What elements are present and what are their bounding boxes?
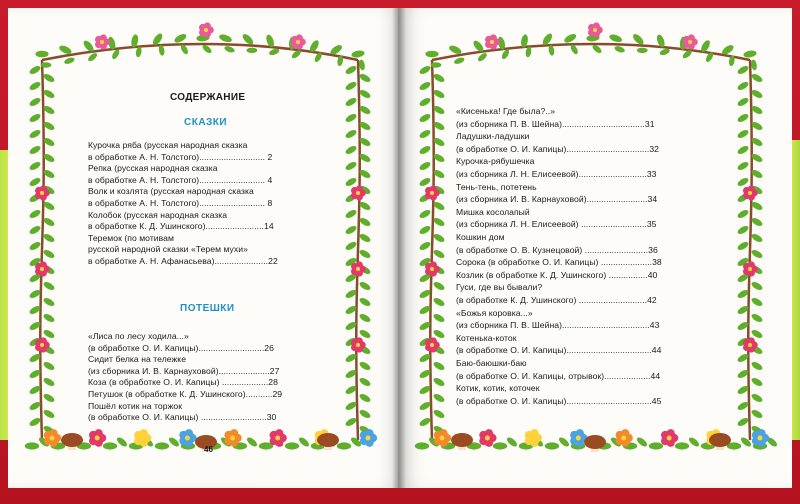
toc-line: русской народной сказки «Терем мухи» (88, 244, 248, 255)
flower-center (667, 436, 672, 441)
leaf (736, 416, 749, 427)
vine-stem (748, 60, 751, 440)
leaf (245, 436, 258, 448)
leaf (103, 442, 117, 449)
leaf (432, 408, 445, 419)
flower-center (356, 191, 360, 195)
toc-line: Сидит белка на тележке (88, 354, 187, 365)
toc-line: (из сборника П. В. Шейна)..................................31 (456, 118, 655, 129)
flower-center (204, 28, 208, 32)
leaf (173, 32, 188, 44)
leaf (432, 312, 445, 323)
mushroom-cap (584, 435, 606, 449)
leaf (418, 80, 431, 91)
leaf (637, 48, 648, 53)
leaf (344, 96, 357, 107)
toc-line: (в обработке О. В. Кузнецовой) ..........................36 (456, 244, 658, 255)
leaf (351, 50, 365, 59)
section-heading-tales: СКАЗКИ (184, 117, 228, 128)
toc-line: Петушок (в обработке К. Д. Ушинского)...........29 (88, 389, 283, 399)
flower-center (296, 40, 300, 44)
toc-line: (из сборника Л. Н. Елисеевой)............................33 (456, 169, 657, 179)
leaf (358, 232, 371, 243)
leaf (358, 280, 371, 291)
leaf (432, 360, 445, 371)
flower-center (95, 436, 100, 441)
toc-line: Пошёл котик на торжок (88, 400, 183, 411)
leaf (224, 45, 236, 54)
leaf (493, 442, 507, 449)
toc-line: Котенька-коток (456, 332, 517, 343)
mushroom-cap (61, 433, 83, 447)
mushroom-cap (709, 433, 731, 447)
flower-center (758, 436, 763, 441)
flower-center (430, 267, 434, 271)
leaf (344, 240, 357, 251)
leaf (358, 248, 371, 259)
leaf (750, 216, 763, 227)
toc-line: (в обработке К. Д. Ушинского) ............................42 (456, 295, 657, 305)
flower-center (490, 40, 494, 44)
leaf (736, 64, 749, 75)
leaf (432, 296, 445, 307)
leaf (418, 240, 431, 251)
toc-line: в обработке К. Д. Ушинского)........................14 (88, 221, 274, 232)
leaf (358, 88, 371, 99)
leaf (743, 50, 757, 59)
leaf (28, 64, 41, 75)
toc-line: в обработке А. Н. Афанасьева)......................22 (88, 256, 278, 266)
leaf (42, 392, 55, 403)
flower-center (185, 436, 190, 441)
leaf (42, 216, 55, 227)
leaf (432, 280, 445, 291)
flower-center (50, 436, 55, 441)
leaf (505, 436, 518, 448)
leaf (750, 280, 763, 291)
leaf (28, 240, 41, 251)
leaf (635, 436, 648, 448)
leaf (41, 62, 52, 67)
flower-center (100, 40, 104, 44)
leaf (167, 436, 180, 448)
leaf (344, 176, 357, 187)
leaf (432, 248, 445, 259)
flower-center (688, 40, 692, 44)
leaf (736, 176, 749, 187)
leaf (418, 416, 431, 427)
leaf (358, 296, 371, 307)
contents-title: СОДЕРЖАНИЕ (170, 92, 246, 103)
toc-line: (из сборника И. В. Карнауховой).....................27 (88, 365, 280, 376)
leaf (358, 216, 371, 227)
leaf (115, 436, 128, 448)
leaf (736, 160, 749, 171)
toc-line: Репка (русская народная сказка (88, 163, 218, 174)
leaf (344, 416, 357, 427)
toc-line: (из сборника Л. Н. Елисеевой) ...........................35 (456, 219, 657, 230)
leaf (432, 216, 445, 227)
leaf (750, 248, 763, 259)
leaf (246, 48, 257, 53)
leaf (28, 80, 41, 91)
leaf (432, 376, 445, 387)
leaf (358, 312, 371, 323)
leaf (750, 392, 763, 403)
leaf (35, 51, 48, 58)
leaf (285, 442, 299, 449)
leaf (750, 312, 763, 323)
leaf (344, 80, 357, 91)
flower-center (275, 436, 280, 441)
flower-center (40, 267, 44, 271)
leaf (418, 64, 431, 75)
toc-line: Ладушки-ладушки (456, 131, 530, 142)
toc-line: Курочка-рябушечка (456, 156, 535, 167)
leaf (418, 400, 431, 411)
toc-line: (из сборника И. В. Карнауховой).........................34 (456, 194, 658, 205)
leaf (28, 208, 41, 219)
section-heading-rhymes: ПОТЕШКИ (180, 303, 235, 314)
leaf (42, 232, 55, 243)
leaf (750, 376, 763, 387)
leaf (432, 88, 445, 99)
leaf (750, 408, 763, 419)
leaf (42, 72, 55, 83)
leaf (358, 392, 371, 403)
toc-line: Сорока (в обработке О. И. Капицы) .....................38 (456, 257, 662, 268)
leaf (418, 176, 431, 187)
page-number: 46 (204, 445, 213, 454)
vine-stem (430, 60, 433, 440)
leaf (750, 296, 763, 307)
leaf (649, 442, 663, 449)
toc-line: Теремок (по мотивам (88, 232, 174, 243)
leaf (736, 224, 749, 235)
flower-center (40, 343, 44, 347)
leaf (425, 51, 438, 58)
toc-line: Гуси, где вы бывали? (456, 282, 543, 293)
leaf (736, 240, 749, 251)
leaf (155, 442, 169, 449)
right-page (398, 8, 792, 488)
toc-line: Колобок (русская народная сказка (88, 209, 228, 220)
leaf (42, 312, 55, 323)
leaf (418, 112, 431, 123)
flower-center (593, 28, 597, 32)
leaf (42, 360, 55, 371)
leaf (418, 144, 431, 155)
toc-line: Кошкин дом (456, 232, 505, 242)
flower-center (748, 267, 752, 271)
leaf (736, 80, 749, 91)
toc-line: Тень-тень, потетень (456, 181, 537, 192)
leaf (415, 442, 429, 449)
flower-center (356, 267, 360, 271)
leaf (28, 224, 41, 235)
leaf (736, 400, 749, 411)
leaf (25, 442, 39, 449)
toc-line: Курочка ряба (русская народная сказка (88, 140, 248, 150)
leaf (563, 32, 578, 44)
flower-center (430, 343, 434, 347)
leaf (42, 296, 55, 307)
leaf (28, 400, 41, 411)
toc-line: в обработке А. Н. Толстого)........................... 4 (88, 174, 273, 185)
toc-line: Козлик (в обработке К. Д. Ушинского) ................40 (456, 269, 658, 280)
leaf (675, 442, 689, 449)
leaf (418, 224, 431, 235)
toc-line: в обработке А. Н. Толстого)........................... 2 (88, 151, 273, 162)
flower-center (230, 436, 235, 441)
leaf (42, 248, 55, 259)
leaf (557, 436, 570, 448)
leaf (608, 33, 623, 44)
leaf (42, 88, 55, 99)
toc-line: в обработке А. Н. Толстого)........................... 8 (88, 198, 273, 208)
flower-center (356, 343, 360, 347)
vine-stem (40, 60, 43, 440)
leaf (418, 128, 431, 139)
flower-center (748, 343, 752, 347)
leaf (687, 436, 700, 448)
vine-stem (356, 60, 359, 440)
leaf (750, 232, 763, 243)
leaf (736, 112, 749, 123)
leaf (344, 64, 357, 75)
leaf (736, 208, 749, 219)
leaf (344, 224, 357, 235)
leaf (432, 392, 445, 403)
leaf (344, 144, 357, 155)
toc-line: «Кисенька! Где была?..» (456, 106, 556, 116)
mushroom-cap (317, 433, 339, 447)
leaf (358, 408, 371, 419)
leaf (218, 33, 233, 44)
leaf (42, 280, 55, 291)
leaf (28, 416, 41, 427)
leaf (545, 442, 559, 449)
leaf (418, 160, 431, 171)
mushroom-cap (451, 433, 473, 447)
flower-center (40, 191, 44, 195)
leaf (344, 400, 357, 411)
leaf (28, 160, 41, 171)
toc-line: (в обработке О. И. Капицы)...................................45 (456, 395, 662, 406)
left-page (8, 8, 404, 488)
flower-center (366, 436, 371, 441)
flower-center (530, 436, 535, 441)
toc-line: (в обработке О. И. Капицы)...................................44 (456, 345, 662, 356)
toc-line: Волк и козлята (русская народная сказка (88, 186, 254, 197)
leaf (344, 160, 357, 171)
leaf (736, 128, 749, 139)
leaf (432, 232, 445, 243)
toc-line: (в обработке О. И. Капицы)...........................26 (88, 342, 274, 353)
leaf (358, 360, 371, 371)
leaf (431, 62, 442, 67)
toc-line: Котик, котик, коточек (456, 383, 540, 394)
leaf (42, 408, 55, 419)
leaf (28, 176, 41, 187)
leaf (358, 72, 371, 83)
leaf (337, 442, 351, 449)
leaf (344, 128, 357, 139)
leaf (750, 72, 763, 83)
leaf (736, 96, 749, 107)
flower-center (621, 436, 626, 441)
toc-line: (из сборника П. В. Шейна)....................................43 (456, 320, 660, 331)
toc-line: (в обработке О. И. Капицы)..................................32 (456, 143, 659, 154)
leaf (750, 88, 763, 99)
toc-line: Коза (в обработке О. И. Капицы) ...................28 (88, 377, 278, 388)
toc-line: «Лиса по лесу ходила...» (88, 331, 189, 341)
flower-center (430, 191, 434, 195)
leaf (750, 360, 763, 371)
flower-center (140, 436, 145, 441)
leaf (63, 56, 75, 65)
flower-center (576, 436, 581, 441)
toc-line: (в обработке О. И. Капицы, отрывок)...................44 (456, 370, 661, 381)
leaf (736, 144, 749, 155)
leaf (28, 96, 41, 107)
leaf (297, 436, 310, 448)
flower-center (748, 191, 752, 195)
leaf (344, 208, 357, 219)
leaf (358, 376, 371, 387)
toc-line: «Божья коровка...» (456, 307, 533, 318)
toc-line: (в обработке О. И. Капицы) ...........................30 (88, 412, 277, 423)
flower-center (485, 436, 490, 441)
leaf (344, 112, 357, 123)
flower-center (440, 436, 445, 441)
leaf (28, 144, 41, 155)
leaf (28, 112, 41, 123)
leaf (42, 376, 55, 387)
toc-line: Баю-баюшки-баю (456, 358, 527, 368)
book-spine-shadow (392, 8, 406, 488)
leaf (418, 96, 431, 107)
leaf (28, 128, 41, 139)
leaf (453, 56, 465, 65)
toc-line: Мишка косолапый (456, 206, 530, 217)
leaf (432, 72, 445, 83)
leaf (418, 208, 431, 219)
leaf (614, 45, 626, 54)
